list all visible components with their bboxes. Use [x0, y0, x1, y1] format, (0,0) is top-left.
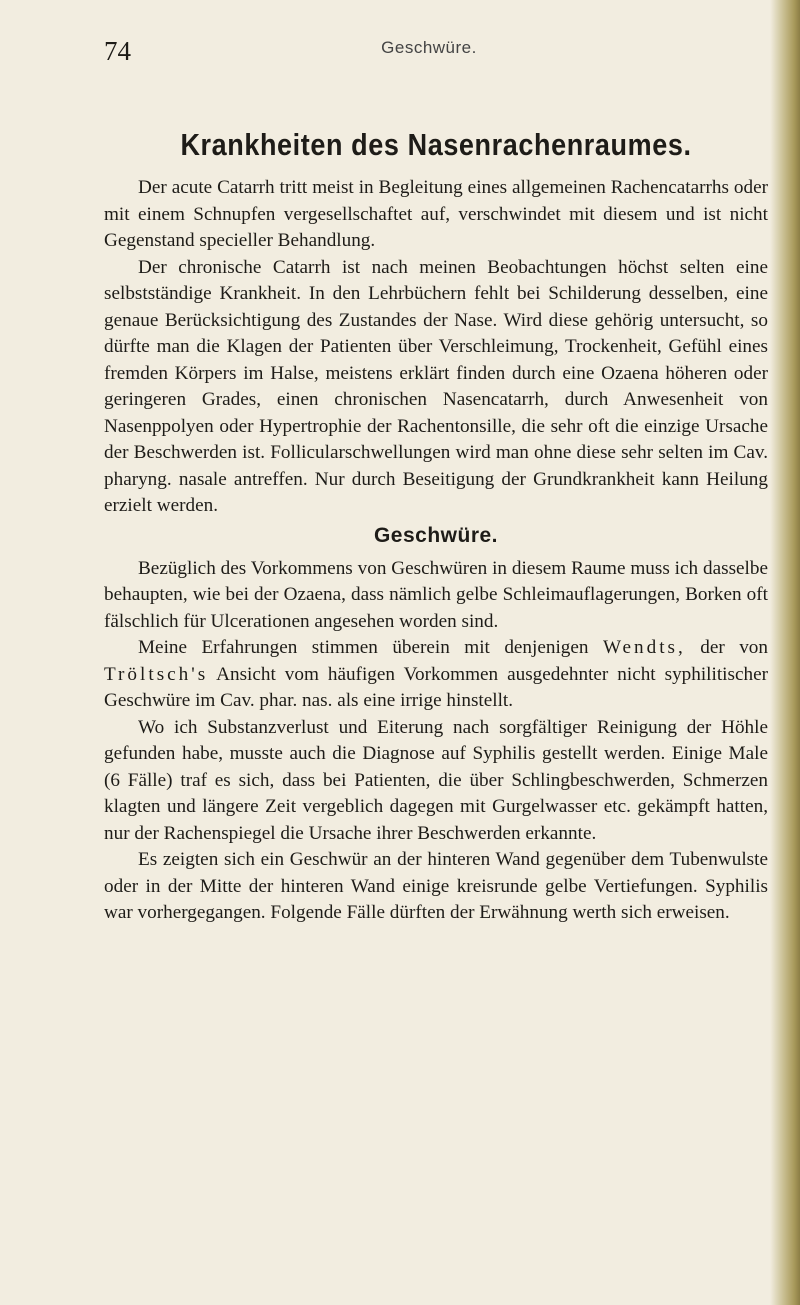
page-body: [104, 130, 768, 927]
paragraph-chronic-catarrh: Der chronische Catarrh ist nach meinen Beobachtungen höchst selten eine selbstständige Krankheit. In den Lehrbüchern fehlt bei Schilderung desselben, eine genaue Berücksichtigung des Zustandes der Nase. Wird diese gehörig untersucht, so dürfte man die Klagen der Patienten über Verschleimung, Trockenheit, Gefühl eines fremden Körpers im Halse, meistens erklärt finden durch eine Ozaena höheren oder geringeren Grades, einen chronischen Nasencatarrh, durch Anwesenheit von Nasenppolyen oder Hypertrophie der Rachentonsille, die sehr oft die einzige Ursache der Beschwerden ist. Follicularschwellungen wird man ohne diese sehr selten im Cav. pharyng. nasale antreffen. Nur durch Beseitigung der Grundkrankheit kann Heilung erzielt werden.: [104, 256, 768, 516]
section-title: Krankheiten des Nasenrachenraumes.: [180, 128, 692, 162]
author-name-troeltsch: Tröltsch's: [104, 663, 209, 685]
paragraph-experience-text-middle: der von: [685, 637, 768, 658]
paragraph-findings: Es zeigten sich ein Geschwür an der hinteren Wand gegenüber dem Tubenwulste oder in der Mitte der hinteren Wand einige kreisrunde gelbe Vertiefungen. Syphilis war vorhergegangen. Folgende Fälle dürften der Erwähnung werth sich erweisen.: [104, 849, 768, 923]
paragraph-experience-text-end: Ansicht vom häufigen Vorkommen ausgedehnter nicht syphilitischer Geschwüre im Cav. phar. nas. als eine irrige hinstellt.: [104, 663, 768, 711]
paragraph-experience-text-start: Meine Erfahrungen stimmen überein mit denjenigen: [138, 637, 603, 658]
paragraph-diagnosis: Wo ich Substanzverlust und Eiterung nach sorgfältiger Reinigung der Höhle gefunden habe, musste auch die Diagnose auf Syphilis gestellt werden. Einige Male (6 Fälle) traf es sich, dass bei Patienten, die über Schlingbeschwerden, Schmerzen klagten und längere Zeit vergeblich dagegen mit Gurgelwasser etc. gekämpft hatten, nur der Rachenspiegel die Ursache ihrer Beschwerden erkannte.: [104, 716, 768, 844]
paragraph-occurrence: Bezüglich des Vorkommens von Geschwüren in diesem Raume muss ich dasselbe behaupten, wie bei der Ozaena, dass nämlich gelbe Schleimauflagerungen, Borken oft fälschlich für Ulcerationen angesehen worden sind.: [104, 557, 768, 632]
page-number: 74: [104, 36, 131, 66]
subsection-title: Geschwüre.: [373, 523, 499, 547]
author-name-wendt: Wendts,: [602, 637, 686, 658]
paragraph-experience: [104, 635, 768, 715]
paragraph-acute-catarrh: Der acute Catarrh tritt meist in Begleitung eines allgemeinen Rachencatarrhs oder mit einem Schnupfen vergesellschaftet auf, verschwindet mit diesem und ist nicht Gegenstand specieller Behandlung.: [104, 177, 768, 251]
page-header: [104, 36, 754, 76]
page-edge-shadow: [770, 0, 800, 1305]
running-head: Geschwüre.: [381, 38, 477, 57]
